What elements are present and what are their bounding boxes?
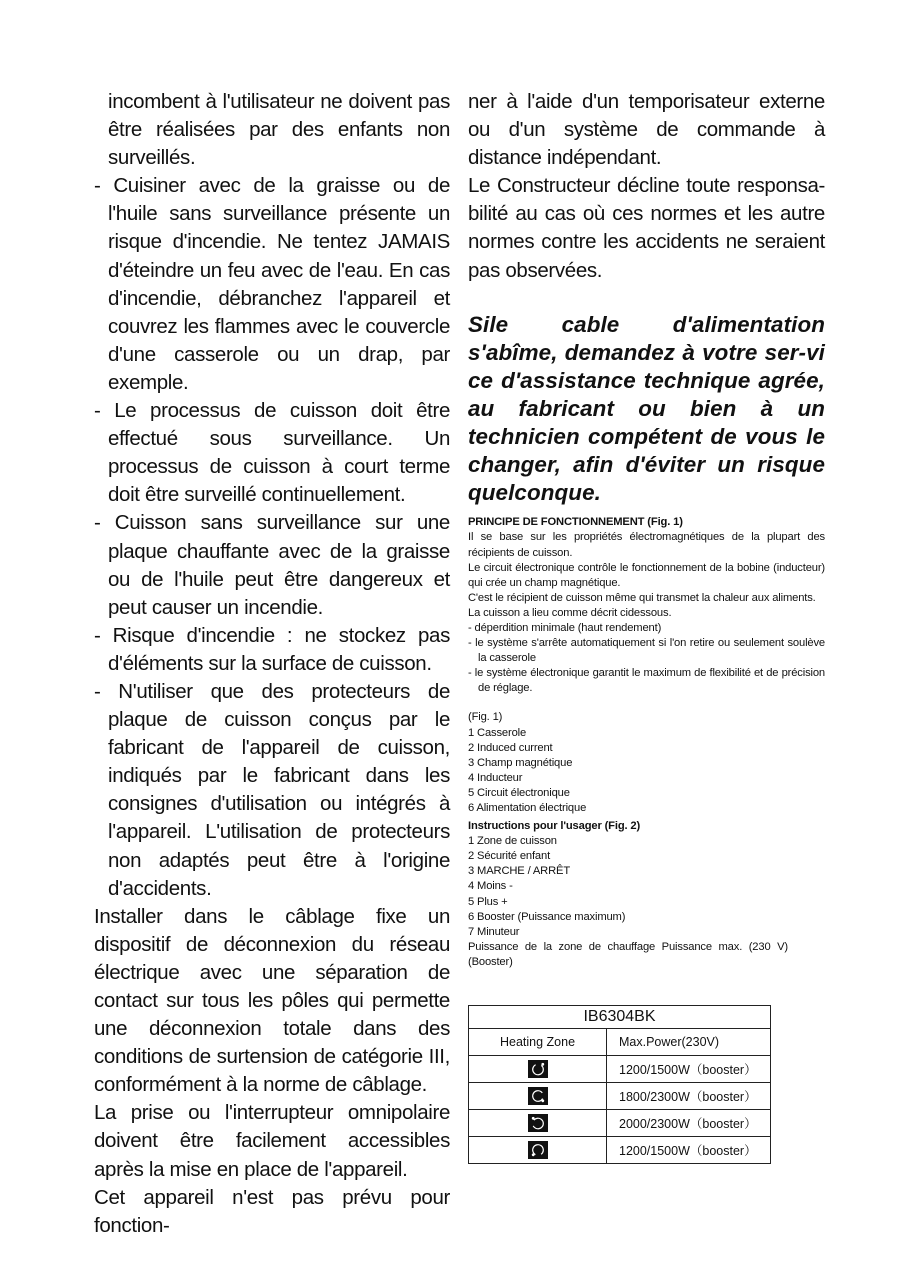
power-table <box>468 1005 771 1164</box>
fig1-label: (Fig. 1) <box>468 711 503 724</box>
fig1-item: 6 Alimentation électrique <box>468 802 587 814</box>
left-para-4: Cet appareil n'est pas prévu pour fonction- <box>94 1185 450 1237</box>
max-power-header: Max.Power(230V) <box>607 1029 771 1056</box>
principle-line-1: Il se base sur les propriétés électromagnétiques de la plupart des récipients de cuisson. <box>468 531 825 559</box>
left-para-1: incombent à l'utilisateur ne doivent pas être réalisées par des enfants non surveillés. <box>108 90 450 170</box>
table-row <box>469 1137 771 1164</box>
power-note: Puissance de la zone de chauffage Puissance max. (230 V) (Booster) <box>468 940 788 968</box>
power-value: 1800/2300W（booster） <box>607 1083 771 1110</box>
principle-line-2: Le circuit électronique contrôle le fonctionnement de la bobine (inducteur) qui crée un champ magnétique. <box>468 561 825 589</box>
zone-top-right-icon <box>528 1060 548 1078</box>
fig1-item: 1 Casserole <box>468 726 527 739</box>
table-row <box>469 1110 771 1137</box>
left-bullet-4: - Risque d'incendie : ne stockez pas d'éléments sur la surface de cuisson. <box>94 623 450 675</box>
principle-line-3: C'est le récipient de cuisson même qui transmet la chaleur aux aliments. <box>468 591 816 604</box>
heating-zone-header: Heating Zone <box>469 1029 607 1056</box>
fig1-item: 3 Champ magnétique <box>468 756 573 769</box>
model-name: IB6304BK <box>469 1006 771 1029</box>
left-para-2: Installer dans le câblage fixe un dispositif de déconnexion du réseau électrique avec une séparation de contact sur tous les pôles qui permette une déconnexion totale dans des conditions de surtension de catégorie III, conformément à la norme de câblage. <box>94 904 450 1097</box>
left-column <box>94 88 450 1240</box>
instructions-item: 7 Minuteur <box>468 925 520 938</box>
table-row <box>469 1083 771 1110</box>
left-bullet-1: - Cuisiner avec de la graisse ou de l'huile sans surveillance présente un risque d'incendie. Ne tentez JAMAIS d'éteindre un feu avec de l'eau. En cas d'incendie, débranchez l'appareil et couvrez les flammes avec le couvercle d'une casserole ou un drap, par exemple. <box>94 174 450 394</box>
instructions-item: 2 Sécurité enfant <box>468 850 551 863</box>
left-bullet-2: - Le processus de cuisson doit être effectué sous surveillance. Un processus de cuisson à court terme doit être surveillé continuellement. <box>94 399 450 507</box>
instructions-item: 3 MARCHE / ARRÊT <box>468 865 571 878</box>
left-para-3: La prise ou l'interrupteur omnipolaire doivent être facilement accessibles après la mise en place de l'appareil. <box>94 1101 450 1181</box>
zone-top-left-icon <box>528 1114 548 1132</box>
zone-bottom-right-icon <box>528 1087 548 1105</box>
left-bullet-3: - Cuisson sans surveillance sur une plaque chauffante avec de la graisse ou de l'huile peut être dangereux et peut causer un incendie. <box>94 511 450 619</box>
right-para-2: Le Constructeur décline toute responsa-bilité au cas où ces normes et les autre normes contre les accidents ne seraient pas observées. <box>468 174 825 282</box>
instructions-item: 1 Zone de cuisson <box>468 835 557 848</box>
power-value: 1200/1500W（booster） <box>607 1137 771 1164</box>
instructions-item: 6 Booster (Puissance maximum) <box>468 910 626 923</box>
table-row <box>469 1056 771 1083</box>
instructions-item: 4 Moins - <box>468 880 513 893</box>
principle-title: PRINCIPE DE FONCTIONNEMENT (Fig. 1) <box>468 516 683 529</box>
instructions-title: Instructions pour l'usager (Fig. 2) <box>468 820 641 833</box>
principle-bullet-2: - le système s'arrête automatiquement si l'on retire ou seulement soulève la casserole <box>468 637 825 665</box>
zone-bottom-left-icon <box>528 1141 548 1159</box>
fig1-item: 5 Circuit électronique <box>468 786 570 799</box>
left-bullet-5: - N'utiliser que des protecteurs de plaque de cuisson conçus par le fabricant de l'appareil de cuisson, indiqués par le fabricant dans les consignes d'utilisation ou intégrés à l'appareil. L'utilisation de protecteurs non adaptés peut être à l'origine d'accidents. <box>94 679 450 900</box>
fig1-item: 2 Induced current <box>468 741 553 754</box>
power-value: 2000/2300W（booster） <box>607 1110 771 1137</box>
right-column <box>468 88 825 970</box>
right-para-1: ner à l'aide d'un temporisateur externe ou d'un système de commande à distance indépendant. <box>468 90 825 170</box>
fig1-item: 4 Inducteur <box>468 771 523 784</box>
power-value: 1200/1500W（booster） <box>607 1056 771 1083</box>
warning-text: Sile cable d'alimentation s'abîme, demandez à votre ser-vi ce d'assistance technique agrée, au fabricant ou bien à un technicien compétent de vous le changer, afin d'éviter un risque quelconque. <box>468 311 825 506</box>
principle-bullet-3: - le système électronique garantit le maximum de flexibilité et de précision de réglage. <box>468 667 825 695</box>
instructions-item: 5 Plus + <box>468 895 508 908</box>
principle-line-4: La cuisson a lieu comme décrit cidessous. <box>468 606 672 619</box>
principle-bullet-1: - déperdition minimale (haut rendement) <box>468 621 662 634</box>
